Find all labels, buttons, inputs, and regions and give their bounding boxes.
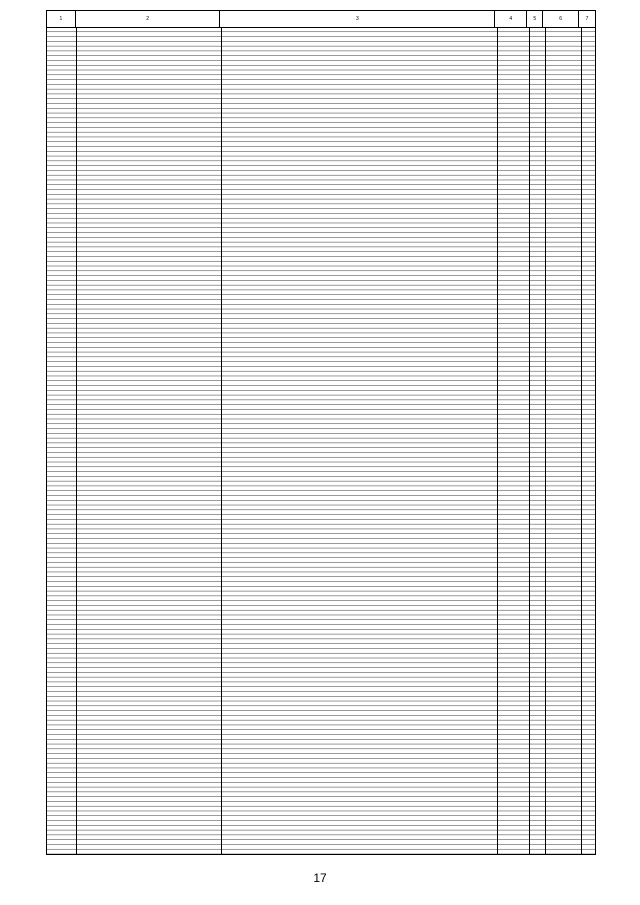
column-header: 3 (220, 11, 495, 27)
column-header: 5 (527, 11, 543, 27)
table-body (47, 27, 595, 854)
column-header: 6 (543, 11, 579, 27)
column-header: 7 (585, 16, 589, 22)
column-header: 1 (47, 11, 76, 27)
column-header: 2 (76, 11, 220, 27)
column-header: 4 (495, 11, 527, 27)
page-number: 17 (313, 871, 327, 885)
table-header (47, 11, 595, 28)
register-table (46, 10, 596, 855)
